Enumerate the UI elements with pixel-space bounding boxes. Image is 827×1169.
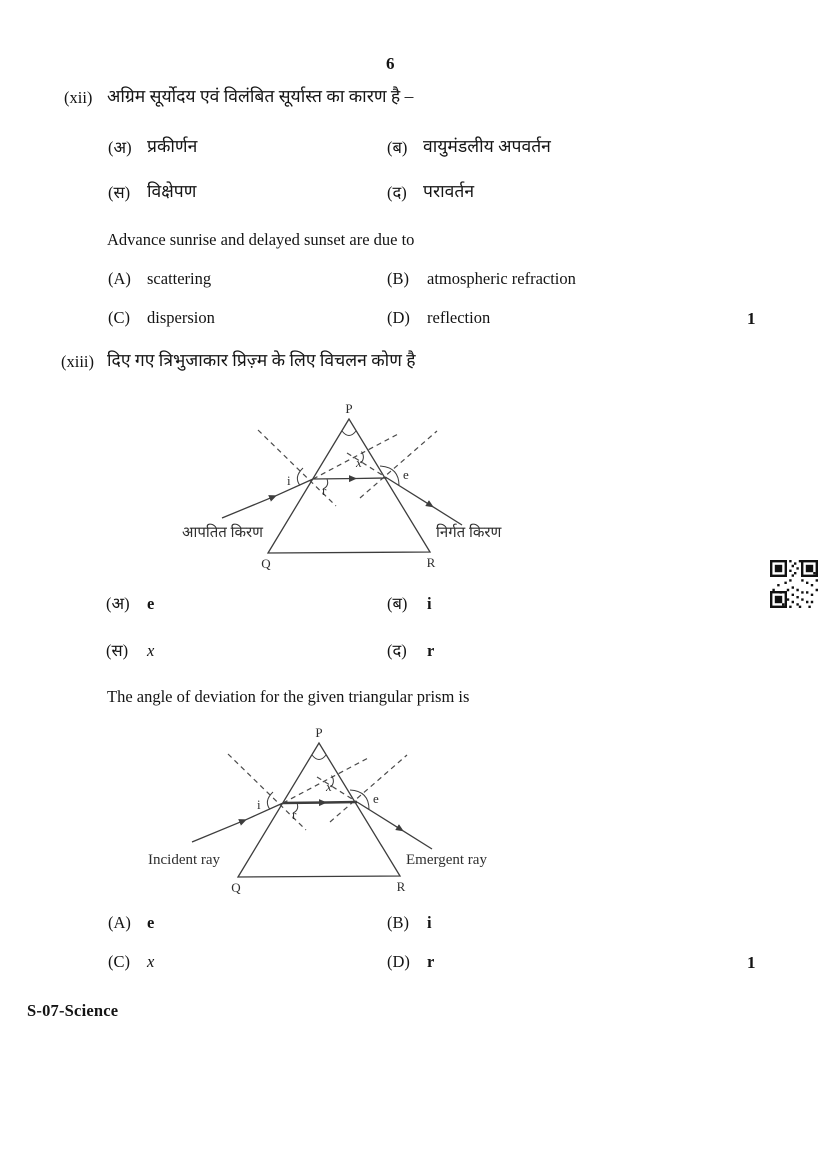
prism-triangle bbox=[238, 743, 400, 877]
vertex-label-p: P bbox=[345, 401, 353, 416]
option-label: (द) bbox=[387, 641, 407, 660]
prism-triangle bbox=[268, 419, 430, 553]
question-13-number: (xiii) bbox=[61, 352, 94, 371]
incident-ray bbox=[222, 496, 276, 518]
option-label: (ब) bbox=[387, 594, 408, 613]
option-text: वायुमंडलीय अपवर्तन bbox=[423, 136, 551, 156]
option-text: reflection bbox=[427, 308, 491, 327]
option-label: (A) bbox=[108, 269, 131, 288]
option-text: परावर्तन bbox=[423, 181, 475, 201]
option-text: i bbox=[427, 913, 432, 932]
incident-ray bbox=[192, 820, 246, 842]
emergent-ray bbox=[433, 507, 462, 525]
option-text: विक्षेपण bbox=[147, 181, 197, 201]
vertex-label-r: R bbox=[426, 555, 436, 570]
option-label: (अ) bbox=[106, 594, 130, 613]
emergent-extension-dashed bbox=[347, 453, 387, 478]
question-12-marks: 1 bbox=[747, 309, 756, 328]
option-text: atmospheric refraction bbox=[427, 269, 576, 288]
exit-normal-dashed bbox=[330, 755, 407, 822]
option-text: प्रकीर्णन bbox=[147, 136, 198, 156]
option-label: (C) bbox=[108, 308, 130, 327]
vertex-label-q: Q bbox=[261, 556, 271, 571]
angle-i-arc bbox=[267, 792, 273, 810]
exit-normal-dashed bbox=[360, 431, 437, 498]
option-label: (A) bbox=[108, 913, 131, 932]
option-label: (स) bbox=[106, 641, 129, 660]
refracted-ray bbox=[326, 802, 357, 803]
option-label: (अ) bbox=[108, 138, 132, 157]
option-label: (C) bbox=[108, 952, 130, 971]
option-text: e bbox=[147, 913, 155, 932]
paper-code-footer: S-07-Science bbox=[27, 1001, 119, 1020]
angle-x-label: x bbox=[326, 779, 332, 794]
option-label: (D) bbox=[387, 952, 410, 971]
vertex-label-p: P bbox=[315, 725, 323, 740]
prism-diagram-english bbox=[140, 722, 490, 900]
angle-i-label: i bbox=[257, 797, 261, 812]
incident-ray-label: Incident ray bbox=[148, 852, 221, 868]
emergent-ray bbox=[403, 831, 432, 849]
angle-r-label: r bbox=[292, 807, 297, 822]
option-label: (स) bbox=[108, 183, 131, 202]
emergent-extension-dashed bbox=[317, 777, 357, 802]
emergent-ray-label: Emergent ray bbox=[406, 852, 487, 868]
apex-angle-arc bbox=[312, 755, 326, 760]
refracted-ray bbox=[356, 478, 387, 479]
option-text: x bbox=[147, 952, 155, 971]
angle-x-label: x bbox=[356, 455, 362, 470]
option-label: (ब) bbox=[387, 138, 408, 157]
prism-diagram-hindi bbox=[170, 398, 520, 576]
option-label: (B) bbox=[387, 913, 409, 932]
vertex-label-q: Q bbox=[231, 880, 241, 895]
angle-i-arc bbox=[297, 468, 303, 486]
option-text: x bbox=[147, 641, 155, 660]
refracted-ray bbox=[283, 803, 326, 804]
question-13-marks: 1 bbox=[747, 953, 756, 972]
option-text: dispersion bbox=[147, 308, 215, 327]
apex-angle-arc bbox=[342, 431, 356, 436]
question-13-text-hindi: दिए गए त्रिभुजाकार प्रिज़्म के लिए विचलन कोण है bbox=[107, 350, 416, 370]
option-text: e bbox=[147, 594, 155, 613]
angle-e-label: e bbox=[373, 791, 379, 806]
angle-e-label: e bbox=[403, 467, 409, 482]
question-12-text-english: Advance sunrise and delayed sunset are due to bbox=[107, 230, 415, 249]
vertex-label-r: R bbox=[396, 879, 406, 894]
question-13-text-english: The angle of deviation for the given triangular prism is bbox=[107, 687, 470, 706]
option-text: scattering bbox=[147, 269, 212, 288]
option-label: (B) bbox=[387, 269, 409, 288]
question-12-number: (xii) bbox=[64, 88, 93, 107]
option-label: (द) bbox=[387, 183, 407, 202]
question-12-text-hindi: अग्रिम सूर्योदय एवं विलंबित सूर्यास्त का कारण है – bbox=[107, 86, 414, 106]
angle-r-label: r bbox=[322, 483, 327, 498]
page-number: 6 bbox=[386, 54, 395, 73]
angle-i-label: i bbox=[287, 473, 291, 488]
qr-code bbox=[766, 556, 822, 612]
incident-ray-label: आपतित किरण bbox=[182, 525, 263, 541]
option-text: i bbox=[427, 594, 432, 613]
refracted-ray bbox=[313, 479, 356, 480]
option-label: (D) bbox=[387, 308, 410, 327]
emergent-ray-label: निर्गत किरण bbox=[436, 525, 502, 541]
option-text: r bbox=[427, 641, 435, 660]
option-text: r bbox=[427, 952, 435, 971]
